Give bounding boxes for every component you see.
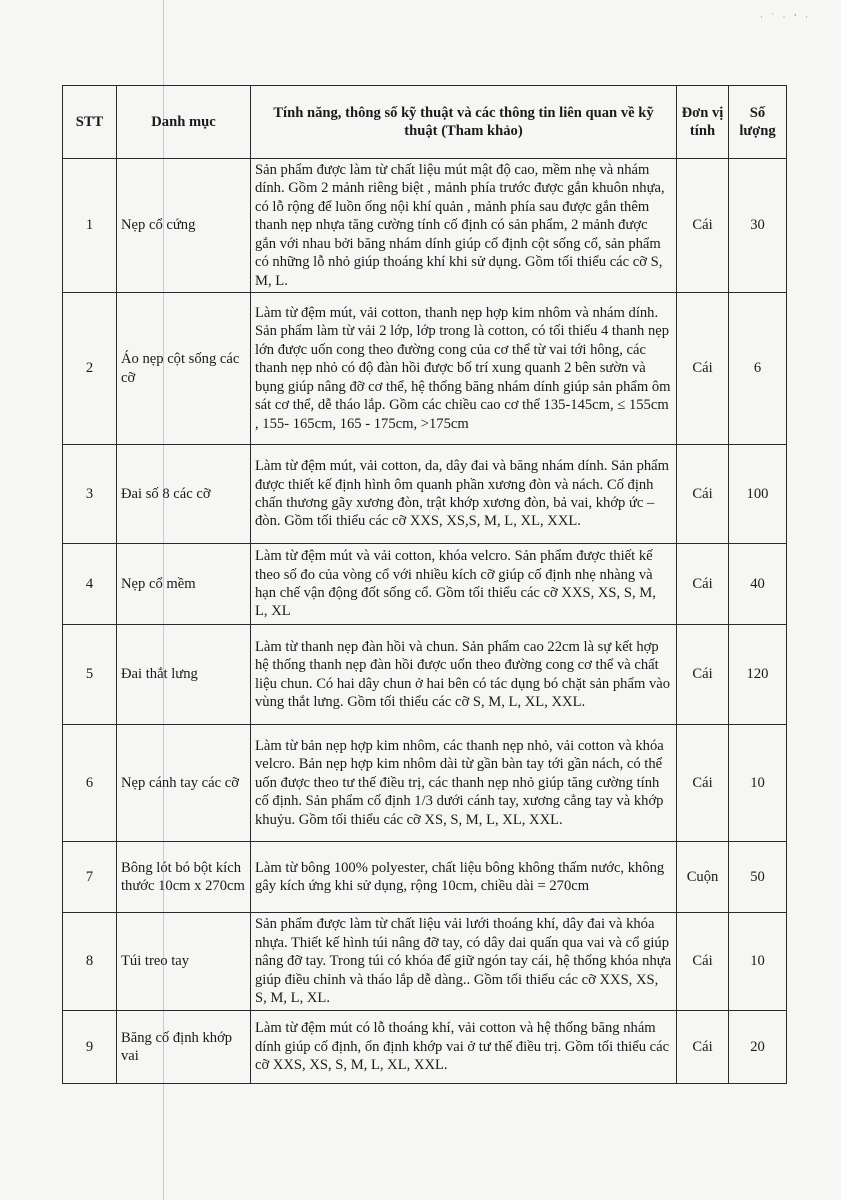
- row-unit: Cuộn: [677, 842, 729, 913]
- row-name: Túi treo tay: [117, 913, 251, 1011]
- row-unit: Cái: [677, 725, 729, 842]
- row-description: Làm từ thanh nẹp đàn hồi và chun. Sản phẩm cao 22cm là sự kết hợp hệ thống thanh nẹp đàn hồi được uốn theo đường cong cơ thể và chất liệu chun. Có hai dây chun ở hai bên có tác dụng bó chặt sản phẩm vào vùng thắt lưng. Gồm tối thiểu các cỡ S, M, L, XL, XXL.: [251, 625, 677, 725]
- row-description: Sản phẩm được làm từ chất liệu vải lưới thoáng khí, dây đai và khóa nhựa. Thiết kế hình túi nâng đỡ tay, có dây dai quấn qua vai và cổ giúp nâng đỡ tay. Trong túi có khóa để giữ ngón tay cái, hệ thống khóa nhựa giúp điều chỉnh và tháo lắp dễ dàng.. Gồm tối thiểu các cỡ XXS, XS, S, M, L, XL.: [251, 913, 677, 1011]
- row-unit: Cái: [677, 913, 729, 1011]
- row-quantity: 10: [729, 725, 787, 842]
- row-unit: Cái: [677, 445, 729, 544]
- row-name: Băng cố định khớp vai: [117, 1011, 251, 1084]
- row-description: Làm từ đệm mút có lỗ thoáng khí, vải cotton và hệ thống băng nhám dính giúp cố định, ổn định khớp vai ở tư thế điều trị. Gồm tối thiểu các cỡ XXS, XS, S, M, L, XL, XXL.: [251, 1011, 677, 1084]
- header-quantity: Số lượng: [729, 86, 787, 159]
- header-unit: Đơn vị tính: [677, 86, 729, 159]
- table-row: [63, 842, 787, 913]
- row-stt: 4: [63, 544, 117, 625]
- row-quantity: 10: [729, 913, 787, 1011]
- row-stt: 8: [63, 913, 117, 1011]
- table-header-row: [63, 86, 787, 159]
- header-specs: Tính năng, thông số kỹ thuật và các thông tin liên quan về kỹ thuật (Tham khảo): [251, 86, 677, 159]
- row-description: Làm từ đệm mút và vải cotton, khóa velcro. Sản phẩm được thiết kế theo số đo của vòng cổ với nhiều kích cỡ giúp cố định nhẹ nhàng và hạn chế vận động đốt sống cổ. Gồm tối thiểu các cỡ XXS, XS, S, M, L, XL: [251, 544, 677, 625]
- row-stt: 9: [63, 1011, 117, 1084]
- row-quantity: 50: [729, 842, 787, 913]
- table-row: [63, 293, 787, 445]
- row-stt: 3: [63, 445, 117, 544]
- row-quantity: 120: [729, 625, 787, 725]
- row-unit: Cái: [677, 293, 729, 445]
- row-name: Áo nẹp cột sống các cỡ: [117, 293, 251, 445]
- table-row: [63, 913, 787, 1011]
- row-name: Nẹp cổ cứng: [117, 159, 251, 293]
- product-spec-table: [62, 85, 787, 1084]
- row-unit: Cái: [677, 159, 729, 293]
- row-unit: Cái: [677, 1011, 729, 1084]
- row-description: Làm từ bản nẹp hợp kim nhôm, các thanh nẹp nhỏ, vải cotton và khóa velcro. Bản nẹp hợp kim nhôm dài từ gần bàn tay tới gần nách, có thể uốn được theo tư thế điều trị, các thanh nẹp nhỏ giúp tăng cường tính cố định. Sản phẩm cố định 1/3 dưới cánh tay, xương cẳng tay và khớp khuỷu. Gồm tối thiểu các cỡ XS, S, M, L, XL, XXL.: [251, 725, 677, 842]
- table-row: [63, 159, 787, 293]
- row-quantity: 20: [729, 1011, 787, 1084]
- row-stt: 7: [63, 842, 117, 913]
- row-name: Nẹp cổ mềm: [117, 544, 251, 625]
- row-stt: 6: [63, 725, 117, 842]
- row-description: Làm từ đệm mút, vải cotton, thanh nẹp hợp kim nhôm và nhám dính. Sản phẩm làm từ vải 2 lớp, lớp trong là cotton, có tối thiểu 4 thanh nẹp lớn được uốn cong theo đường cong của cơ thể từ vai tới hông, các thanh nẹp nhỏ có độ đàn hồi được bố trí xung quanh 2 bên sườn và bụng giúp nâng đỡ cơ thể, hệ thống băng nhám dính giúp sản phẩm ôm sát cơ thể, dễ tháo lắp. Gồm các chiều cao cơ thể 135-145cm, ≤ 155cm , 155- 165cm, 165 - 175cm, >175cm: [251, 293, 677, 445]
- table-row: [63, 725, 787, 842]
- table-row: [63, 544, 787, 625]
- row-quantity: 40: [729, 544, 787, 625]
- row-stt: 2: [63, 293, 117, 445]
- header-stt: STT: [63, 86, 117, 159]
- scan-corner-specks: · ˙ · ‘ ·: [760, 12, 811, 22]
- row-unit: Cái: [677, 625, 729, 725]
- row-description: Sản phẩm được làm từ chất liệu mút mật độ cao, mềm nhẹ và nhám dính. Gồm 2 mảnh riêng biệt , mảnh phía trước được gắn khuôn nhựa, có lỗ rộng để luồn ống nội khí quản , mảnh phía sau được gắn thêm thanh nẹp nhựa tăng cường tính cố định có sản phẩm, 2 mảnh được gắn với nhau bởi băng nhám dính giúp cố định cột sống cổ, sản phẩm có những lỗ nhỏ giúp thoáng khí khi sử dụng. Gồm tối thiểu các cỡ S, M, L.: [251, 159, 677, 293]
- table-row: [63, 1011, 787, 1084]
- header-category: Danh mục: [117, 86, 251, 159]
- row-name: Đai số 8 các cỡ: [117, 445, 251, 544]
- row-quantity: 30: [729, 159, 787, 293]
- table-row: [63, 445, 787, 544]
- row-description: Làm từ bông 100% polyester, chất liệu bông không thấm nước, không gây kích ứng khi sử dụng, rộng 10cm, chiều dài = 270cm: [251, 842, 677, 913]
- row-name: Bông lót bó bột kích thước 10cm x 270cm: [117, 842, 251, 913]
- row-name: Nẹp cánh tay các cỡ: [117, 725, 251, 842]
- row-stt: 1: [63, 159, 117, 293]
- row-unit: Cái: [677, 544, 729, 625]
- row-stt: 5: [63, 625, 117, 725]
- table-row: [63, 625, 787, 725]
- row-name: Đai thắt lưng: [117, 625, 251, 725]
- row-quantity: 6: [729, 293, 787, 445]
- row-description: Làm từ đệm mút, vải cotton, da, dây đai và băng nhám dính. Sản phẩm được thiết kế định hình ôm quanh phần xương đòn và nách. Cố định chấn thương gãy xương đòn, trật khớp xương đòn, bả vai, khớp ức – đòn. Gồm tối thiểu các cỡ XXS, XS,S, M, L, XL, XXL.: [251, 445, 677, 544]
- row-quantity: 100: [729, 445, 787, 544]
